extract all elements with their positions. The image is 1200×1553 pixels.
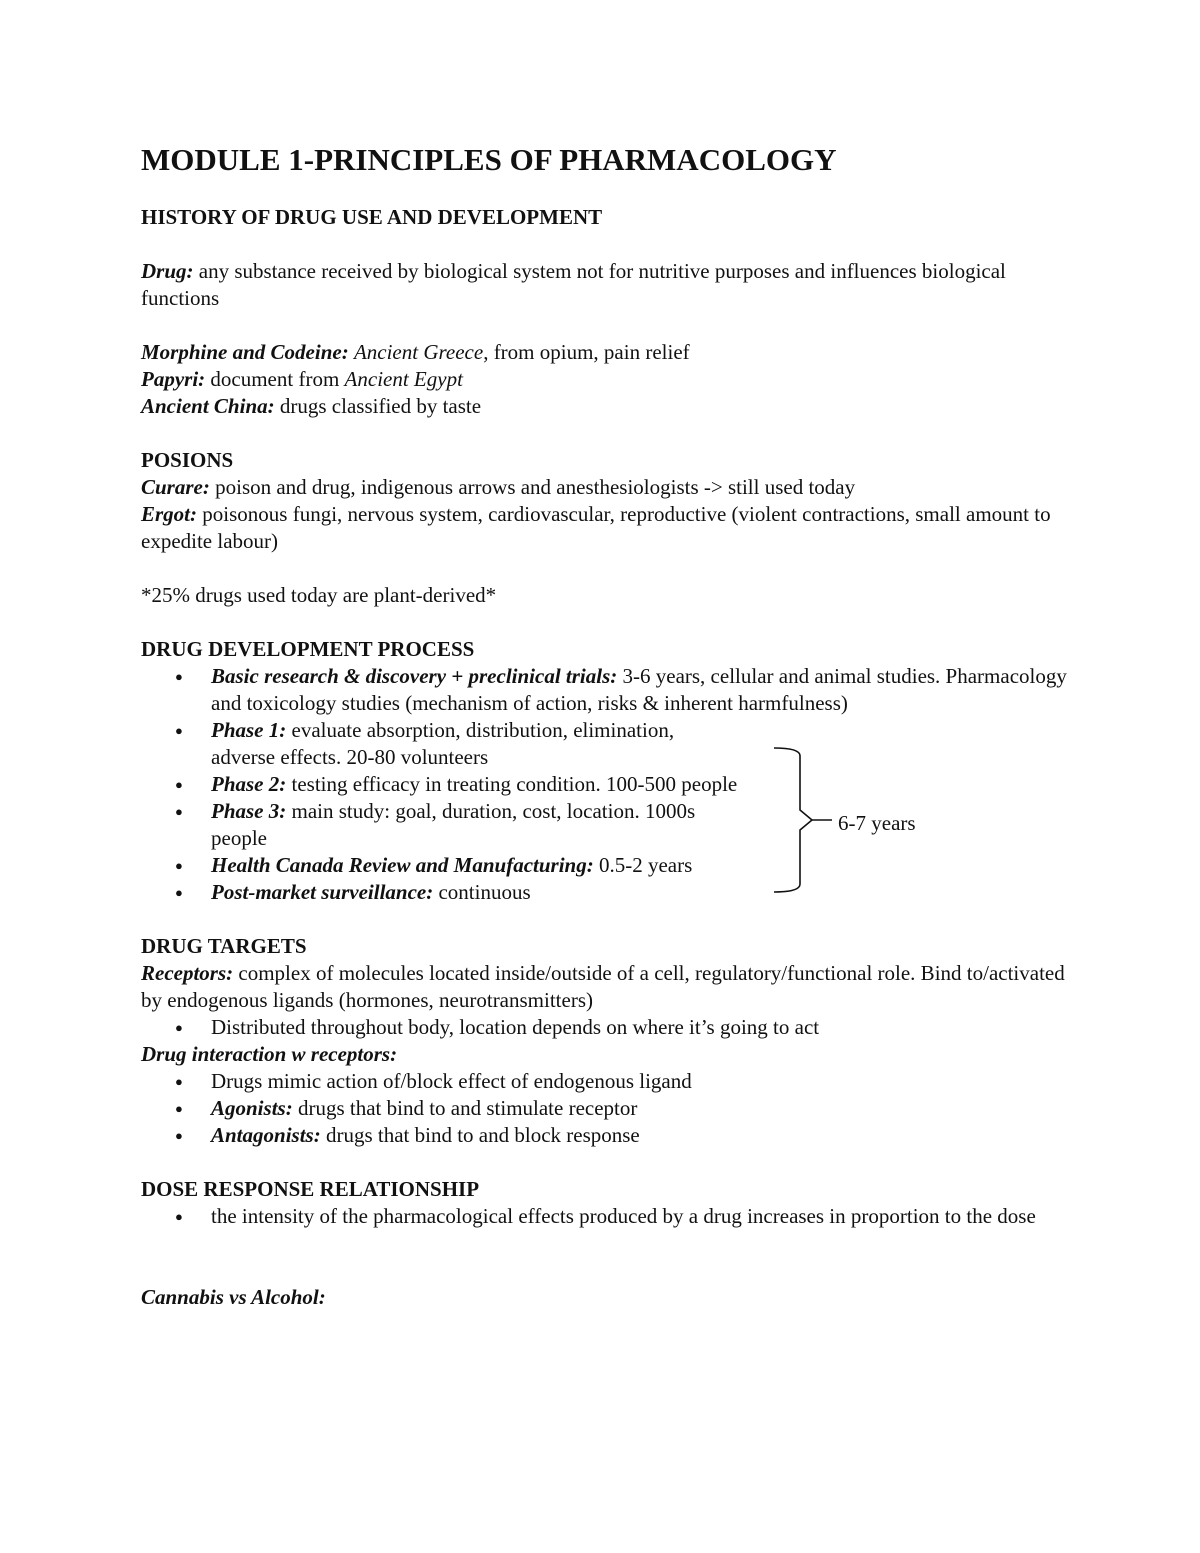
ergot-line: [141, 501, 1081, 555]
list-item: ● Agonists: drugs that bind to and stimulate receptor: [141, 1095, 1081, 1122]
phase-bracket: [772, 746, 842, 894]
dose-heading: DOSE RESPONSE RELATIONSHIP: [141, 1177, 480, 1201]
targets-heading: DRUG TARGETS: [141, 934, 307, 958]
page-title: MODULE 1-PRINCIPLES OF PHARMACOLOGY: [141, 142, 837, 177]
poisons-heading: POSIONS: [141, 448, 234, 472]
china-text: drugs classified by taste: [274, 394, 482, 418]
document-body: [141, 140, 1081, 1311]
ergot-text: poisonous fungi, nervous system, cardiovascular, reproductive (violent contractions, small amount to expedite labour): [141, 502, 1051, 553]
morphine-place: Ancient Greece: [353, 340, 484, 364]
morphine-text: , from opium, pain relief: [483, 340, 690, 364]
list-item: ● Distributed throughout body, location depends on where it’s going to act: [141, 1014, 1081, 1041]
list-item: ● Antagonists: drugs that bind to and block response: [141, 1122, 1081, 1149]
interaction-label: Drug interaction w receptors:: [141, 1042, 398, 1066]
curare-label: Curare:: [141, 475, 210, 499]
plant-derived-note: *25% drugs used today are plant-derived*: [141, 583, 497, 607]
receptors-label: Receptors:: [141, 961, 234, 985]
drug-definition: [141, 258, 1081, 312]
receptors-line: [141, 960, 1081, 1014]
closing-heading: Cannabis vs Alcohol:: [141, 1285, 326, 1309]
papyri-label: Papyri:: [141, 367, 206, 391]
papyri-line: [141, 366, 1081, 393]
china-label: Ancient China:: [141, 394, 275, 418]
list-item: ● the intensity of the pharmacological effects produced by a drug increases in proportion to the dose: [141, 1203, 1081, 1230]
development-list: [141, 663, 1081, 906]
bracket-label: 6-7 years: [838, 811, 916, 835]
list-item: ● Drugs mimic action of/block effect of endogenous ligand: [141, 1068, 1081, 1095]
morphine-label: Morphine and Codeine:: [141, 340, 349, 364]
interaction-list: [141, 1068, 1081, 1149]
list-item: ● Basic research & discovery + preclinical trials: 3-6 years, cellular and animal studies. Pharmacology and toxicology studies (mechanism of action, risks & inherent harmfulness): [141, 663, 1081, 717]
drug-label: Drug:: [141, 259, 194, 283]
curare-text: poison and drug, indigenous arrows and anesthesiologists -> still used today: [209, 475, 856, 499]
list-item: ● Phase 3: main study: goal, duration, cost, location. 1000s people: [141, 798, 741, 852]
ergot-label: Ergot:: [141, 502, 198, 526]
papyri-text: document from: [205, 367, 345, 391]
papyri-place: Ancient Egypt: [344, 367, 463, 391]
curare-line: [141, 474, 1081, 501]
list-item: ● Phase 1: evaluate absorption, distribution, elimination, adverse effects. 20-80 volunteers: [141, 717, 741, 771]
list-item: ● Phase 2: testing efficacy in treating condition. 100-500 people: [141, 771, 741, 798]
list-item: ● Post-market surveillance: continuous: [141, 879, 1081, 906]
receptors-text: complex of molecules located inside/outside of a cell, regulatory/functional role. Bind to/activated by endogenous ligands (hormones, neurotransmitters): [141, 961, 1065, 1012]
history-heading: HISTORY OF DRUG USE AND DEVELOPMENT: [141, 205, 603, 229]
dose-list: [141, 1203, 1081, 1230]
drug-text: any substance received by biological system not for nutritive purposes and influences biological functions: [141, 259, 1006, 310]
receptors-list: [141, 1014, 1081, 1041]
development-heading: DRUG DEVELOPMENT PROCESS: [141, 637, 475, 661]
list-item: ● Health Canada Review and Manufacturing: 0.5-2 years: [141, 852, 1081, 879]
china-line: [141, 393, 1081, 420]
morphine-line: [141, 339, 1081, 366]
